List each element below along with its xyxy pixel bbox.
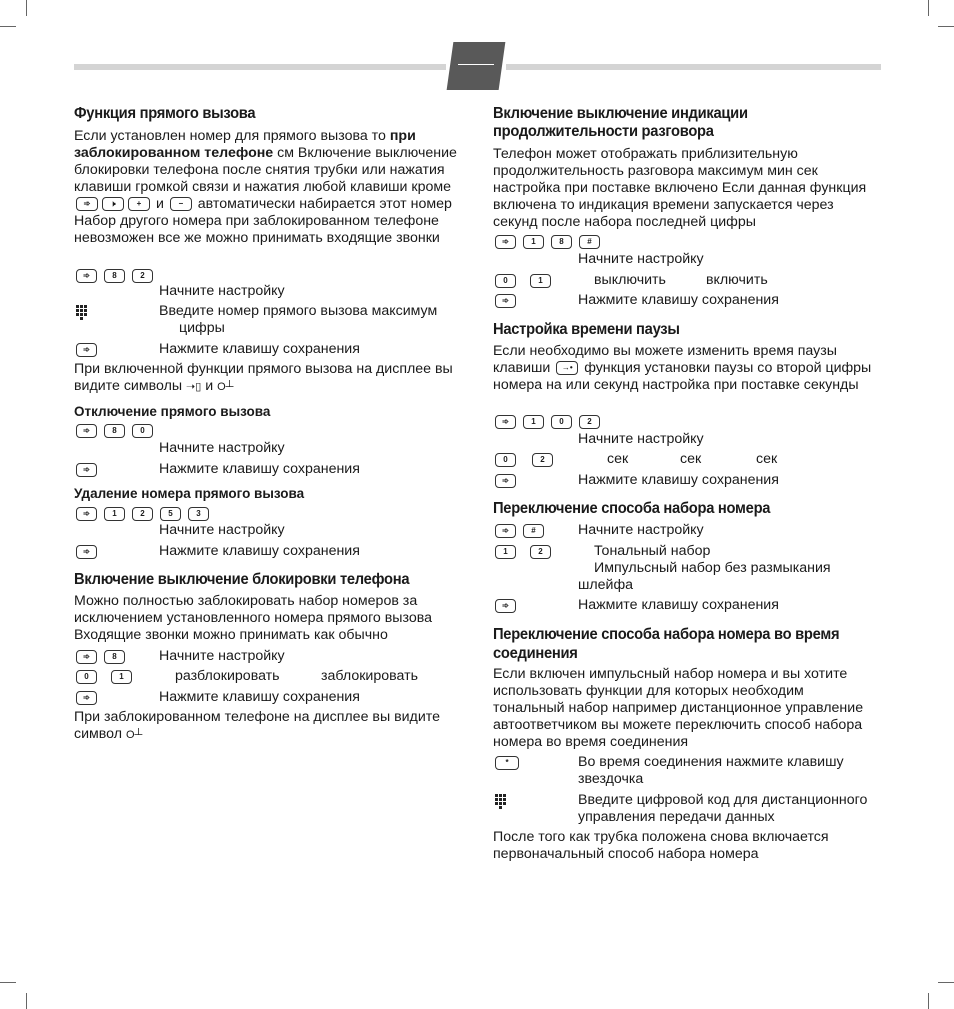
step-enter-code: Введите цифровой код для дистанционного <box>578 792 868 808</box>
option-pulse: Импульсный набор без размыкания <box>594 560 831 576</box>
menu-key: ➾ <box>76 197 98 211</box>
crop-mark <box>0 982 16 983</box>
key-2: 2 <box>579 415 600 429</box>
step-save: Нажмите клавишу сохранения <box>159 341 360 357</box>
pause-key: →• <box>556 361 578 375</box>
step-save: Нажмите клавишу сохранения <box>578 597 779 613</box>
menu-key: ➾ <box>76 650 97 664</box>
step-start: Начните настройку <box>159 522 285 538</box>
step-save: Нажмите клавишу сохранения <box>159 461 360 477</box>
dial-mode-after-note: После того как трубка положена снова включается первоначальный способ набора номера <box>493 829 829 862</box>
dial-mode-call-paragraph: Если включен импульсный набор номера и вы хотите использовать функции для которых необходим тональный набор например дистанционное управление автоответчиком вы можете переключить способ набора номера во время соединения <box>493 666 864 750</box>
star-key: * <box>495 756 519 770</box>
key-1: 1 <box>104 507 125 521</box>
key-2: 2 <box>530 545 551 559</box>
section-title-duration-cont: продолжительности разговора <box>493 123 714 140</box>
step-press-star: Во время соединения нажмите клавишу <box>578 754 844 770</box>
step-save: Нажмите клавишу сохранения <box>578 292 779 308</box>
page-tab-line <box>458 64 494 65</box>
speaker-key: 🕨 <box>102 197 124 211</box>
menu-key: ➾ <box>76 545 97 559</box>
menu-key: ➾ <box>495 415 516 429</box>
duration-paragraph: Телефон может отображать приблизительную продолжительность разговора максимум мин сек настройка при поставке включено Если данная функция включена то индикация времени запускается через секунд после набора последней цифры <box>493 146 867 230</box>
crop-mark <box>928 0 929 16</box>
crop-mark <box>928 993 929 1009</box>
direct-call-note: При включенной функции прямого вызова на дисплее вы видите символы ➝▯ и O┴ <box>74 361 453 394</box>
option-unlock: разблокировать <box>175 668 280 684</box>
key-0: 0 <box>495 274 516 288</box>
menu-key: ➾ <box>495 235 516 249</box>
section-title-dial-mode: Переключение способа набора номера <box>493 500 771 517</box>
pause-option-sec: сек <box>756 451 778 467</box>
header-bar-right <box>506 64 881 70</box>
menu-key: ➾ <box>495 599 516 613</box>
key-1: 1 <box>111 670 132 684</box>
step-start: Начните настройку <box>578 431 704 447</box>
step-save: Нажмите клавишу сохранения <box>578 472 779 488</box>
minus-key: − <box>170 197 192 211</box>
step-save: Нажмите клавишу сохранения <box>159 543 360 559</box>
key-5: 5 <box>160 507 181 521</box>
step-enter-number: Введите номер прямого вызова максимум <box>159 303 438 319</box>
direct-call-paragraph: Если установлен номер для прямого вызова то при заблокированном телефоне см Включение выключение блокировки телефона после снятия трубки или нажатия клавиши громкой связи и нажатия любой клавиши кроме ➾ 🕨 + и − автоматически набирается этот номер Набор другого номера при заблокированном телефоне невозможен все же можно принимать входящие звонки <box>74 128 457 246</box>
step-enter-code-cont: управления передачи данных <box>578 809 775 825</box>
section-title-direct-call: Функция прямого вызова <box>74 105 256 122</box>
crop-mark <box>26 993 27 1009</box>
key-0: 0 <box>132 424 153 438</box>
key-8: 8 <box>104 269 125 283</box>
crop-mark <box>938 26 954 27</box>
crop-mark <box>0 26 16 27</box>
key-8: 8 <box>551 235 572 249</box>
key-0: 0 <box>551 415 572 429</box>
menu-key: ➾ <box>76 463 97 477</box>
page-tab <box>447 42 506 90</box>
section-title-duration: Включение выключение индикации <box>493 105 748 122</box>
lock-note: При заблокированном телефоне на дисплее вы видите символ O┴ <box>74 709 440 742</box>
lock-paragraph: Можно полностью заблокировать набор номеров за исключением установленного номера прямого вызова Входящие звонки можно принимать как обычно <box>74 593 433 643</box>
plus-key: + <box>128 197 150 211</box>
lock-key-icon: O┴ <box>217 381 234 393</box>
key-8: 8 <box>104 650 125 664</box>
key-1: 1 <box>523 415 544 429</box>
subsection-delete-direct-call: Удаление номера прямого вызова <box>74 486 305 501</box>
pause-option-sec: сек <box>607 451 629 467</box>
menu-key: ➾ <box>495 474 516 488</box>
step-press-star-cont: звездочка <box>578 771 644 787</box>
step-start: Начните настройку <box>159 440 285 456</box>
key-0: 0 <box>495 453 516 467</box>
pause-option-sec: сек <box>680 451 702 467</box>
crop-mark <box>938 982 954 983</box>
option-on: включить <box>706 272 768 288</box>
key-0: 0 <box>76 670 97 684</box>
menu-key: ➾ <box>76 424 97 438</box>
option-tone: Тональный набор <box>594 543 711 559</box>
menu-key: ➾ <box>76 507 97 521</box>
lock-key-icon: O┴ <box>125 729 143 741</box>
key-1: 1 <box>530 274 551 288</box>
step-start: Начните настройку <box>159 648 285 664</box>
key-2: 2 <box>132 507 153 521</box>
subsection-disable-direct-call: Отключение прямого вызова <box>74 404 271 419</box>
keypad-icon <box>76 305 87 320</box>
key-hash: # <box>523 524 544 538</box>
key-3: 3 <box>188 507 209 521</box>
option-pulse-cont: шлейфа <box>578 577 634 593</box>
key-1: 1 <box>523 235 544 249</box>
key-2: 2 <box>532 453 553 467</box>
section-title-lock: Включение выключение блокировки телефона <box>74 571 410 588</box>
step-start: Начните настройку <box>159 283 285 299</box>
step-enter-number-cont: цифры <box>179 320 225 336</box>
keypad-icon <box>495 794 506 809</box>
header-bar-left <box>74 64 446 70</box>
direct-call-symbol-icon: ➝▯ <box>186 381 202 393</box>
step-start: Начните настройку <box>578 522 704 538</box>
pause-paragraph: Если необходимо вы можете изменить время паузы клавиши →• функция установки паузы со второй цифры номера на или секунд настройка при поставке секунды <box>493 343 872 393</box>
section-title-dial-mode-call-cont: соединения <box>493 645 578 662</box>
step-start: Начните настройку <box>578 251 704 267</box>
menu-key: ➾ <box>495 524 516 538</box>
step-save: Нажмите клавишу сохранения <box>159 689 360 705</box>
option-lock: заблокировать <box>321 668 418 684</box>
key-2: 2 <box>132 269 153 283</box>
menu-key: ➾ <box>76 269 97 283</box>
menu-key: ➾ <box>76 343 97 357</box>
key-1: 1 <box>495 545 516 559</box>
section-title-pause: Настройка времени паузы <box>493 321 680 338</box>
option-off: выключить <box>594 272 666 288</box>
menu-key: ➾ <box>495 294 516 308</box>
key-8: 8 <box>104 424 125 438</box>
menu-key: ➾ <box>76 691 97 705</box>
section-title-dial-mode-call: Переключение способа набора номера во время <box>493 626 840 643</box>
crop-mark <box>26 0 27 16</box>
key-hash: # <box>579 235 600 249</box>
